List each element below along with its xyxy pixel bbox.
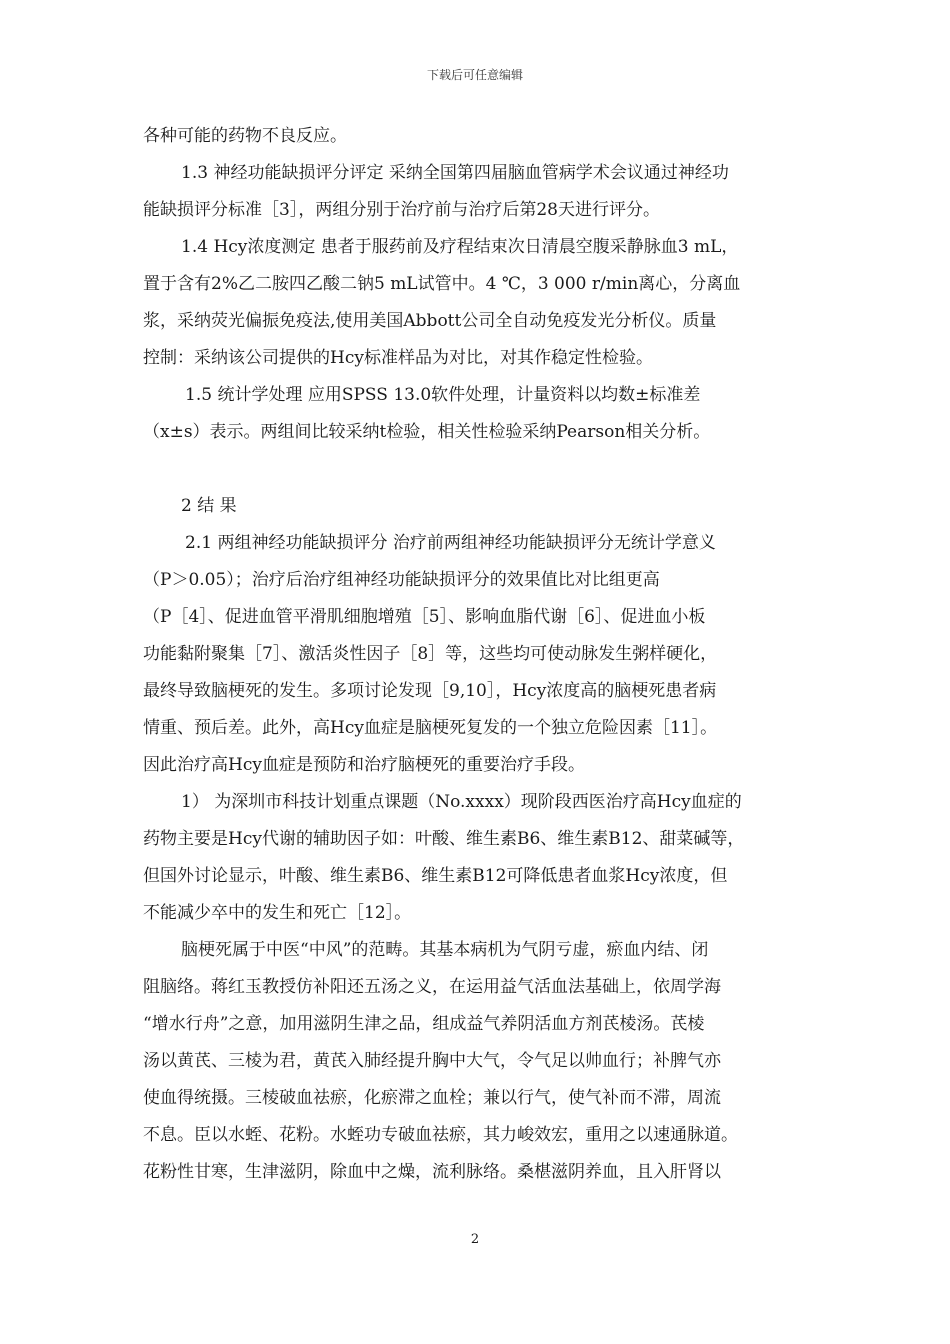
text-line: 阻脑络。蒋红玉教授仿补阳还五汤之义，在运用益气活血法基础上，依周学海 — [143, 977, 721, 997]
text-line: 1） 为深圳市科技计划重点课题（No.xxxx）现阶段西医治疗高Hcy血症的 — [181, 792, 742, 812]
text-line: “增水行舟”之意，加用滋阴生津之品，组成益气养阴活血方剂芪棱汤。芪棱 — [143, 1014, 705, 1034]
text-line: （P［4］、促进血管平滑肌细胞增殖［5］、影响血脂代谢［6］、促进血小板 — [143, 607, 706, 627]
text-line: 1.3 神经功能缺损评分评定 采纳全国第四届脑血管病学术会议通过神经功 — [181, 163, 729, 183]
text-line: 不能减少卒中的发生和死亡［12］。 — [143, 903, 412, 923]
text-line: 情重、预后差。此外，高Hcy血症是脑梗死复发的一个独立危险因素［11］。 — [143, 718, 718, 738]
text-line: 置于含有2%乙二胺四乙酸二钠5 mL试管中。4 ℃，3 000 r/min离心，分离血 — [143, 274, 741, 294]
page-number: 2 — [470, 1232, 480, 1247]
text-line: 能缺损评分标准［3］，两组分别于治疗前与治疗后第28天进行评分。 — [143, 200, 660, 220]
text-line: 花粉性甘寒，生津滋阴，除血中之燥，流利脉络。桑椹滋阴养血，且入肝肾以 — [143, 1162, 721, 1182]
text-line: 脑梗死属于中医“中风”的范畴。其基本病机为气阴亏虚，瘀血内结、闭 — [181, 940, 709, 960]
text-line: 各种可能的药物不良反应。 — [143, 126, 347, 146]
text-line: （x±s）表示。两组间比较采纳t检验，相关性检验采纳Pearson相关分析。 — [143, 422, 711, 442]
blank-line — [143, 451, 815, 488]
text-line: 但国外讨论显示，叶酸、维生素B6、维生素B12可降低患者血浆Hcy浓度，但 — [143, 866, 728, 886]
text-line: 控制：采纳该公司提供的Hcy标准样品为对比，对其作稳定性检验。 — [143, 348, 653, 368]
text-line: 药物主要是Hcy代谢的辅助因子如：叶酸、维生素B6、维生素B12、甜菜碱等， — [143, 829, 745, 849]
text-line: 2.1 两组神经功能缺损评分 治疗前两组神经功能缺损评分无统计学意义 — [185, 533, 716, 553]
text-line: 1.4 Hcy浓度测定 患者于服药前及疗程结束次日清晨空腹采静脉血3 mL， — [181, 237, 739, 257]
text-line: 汤以黄芪、三棱为君，黄芪入肺经提升胸中大气，令气足以帅血行；补脾气亦 — [143, 1051, 721, 1071]
text-line: 最终导致脑梗死的发生。多项讨论发现［9,10］，Hcy浓度高的脑梗死患者病 — [143, 681, 717, 701]
text-line: 使血得统摄。三棱破血祛瘀，化瘀滞之血栓；兼以行气，使气补而不滞，周流 — [143, 1088, 721, 1108]
text-line: 不息。臣以水蛭、花粉。水蛭功专破血祛瘀，其力峻效宏，重用之以速通脉道。 — [143, 1125, 738, 1145]
document-body — [143, 118, 815, 1191]
text-line: 因此治疗高Hcy血症是预防和治疗脑梗死的重要治疗手段。 — [143, 755, 585, 775]
text-line: 浆，采纳荧光偏振免疫法,使用美国Abbott公司全自动免疫发光分析仪。质量 — [143, 311, 717, 331]
page-header: 下载后可任意编辑 — [426, 68, 523, 82]
text-line: 1.5 统计学处理 应用SPSS 13.0软件处理，计量资料以均数±标准差 — [185, 385, 701, 405]
section-heading: 2 结 果 — [181, 496, 237, 516]
text-line: （P＞0.05）；治疗后治疗组神经功能缺损评分的效果值比对比组更高 — [143, 570, 660, 590]
text-line: 功能黏附聚集［7］、激活炎性因子［8］等，这些均可使动脉发生粥样硬化， — [143, 644, 718, 664]
